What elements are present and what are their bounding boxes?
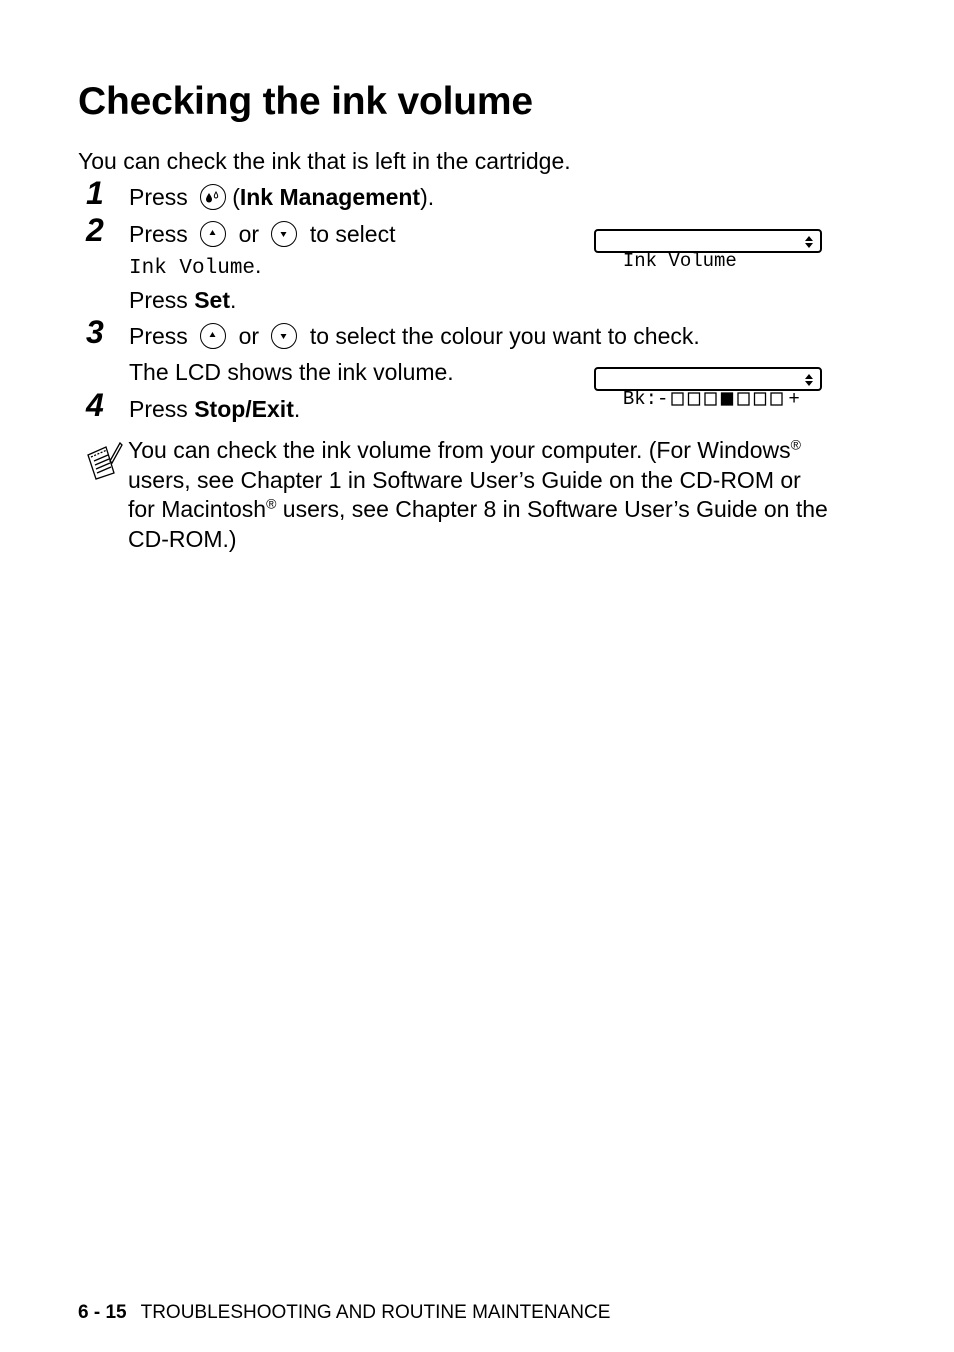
step-1-press: Press xyxy=(129,184,188,210)
ink-management-key-icon xyxy=(200,184,226,210)
footer-section-title: TROUBLESHOOTING AND ROUTINE MAINTENANCE xyxy=(140,1302,611,1323)
step-1-text xyxy=(129,183,434,212)
lcd-bk-prefix: Bk:- xyxy=(622,388,669,410)
step-1-close: ). xyxy=(420,184,435,210)
down-arrow-key-icon xyxy=(271,221,297,247)
note-pad-icon xyxy=(84,441,124,481)
registered-mark-macintosh: ® xyxy=(266,495,277,512)
up-arrow-key-icon xyxy=(200,323,226,349)
stop-exit-key-label: Stop/Exit xyxy=(194,396,294,422)
ink-level-gauge xyxy=(670,391,788,407)
set-key-label: Set xyxy=(194,287,230,313)
ink-level-cell xyxy=(705,393,716,405)
updown-arrows-icon xyxy=(804,235,814,249)
page-number: 6 - 15 xyxy=(78,1302,127,1323)
note-part-2: users, see Chapter 1 in Software User’s Guide on the CD-ROM or for Macintosh xyxy=(128,466,801,522)
step-4-press: Press xyxy=(129,396,188,422)
step-3-press: Press xyxy=(129,323,188,349)
lcd-bk-suffix: + xyxy=(788,388,800,410)
step-3-lcd-note: The LCD shows the ink volume. xyxy=(129,359,454,385)
lcd-screen-bk-level xyxy=(594,367,822,410)
step-3-text xyxy=(129,322,700,351)
page-title: Checking the ink volume xyxy=(78,80,533,123)
step-2-menu-line xyxy=(129,251,261,283)
ink-level-cell xyxy=(738,393,749,405)
ink-level-cell xyxy=(755,393,766,405)
step-3-instruction: to select the colour you want to check. xyxy=(309,323,700,349)
step-2-number: 2 xyxy=(86,212,104,248)
updown-arrows-icon xyxy=(804,373,814,387)
ink-volume-menu-name: Ink Volume xyxy=(129,257,256,280)
step-3-number: 3 xyxy=(86,314,104,350)
note-part-3: users, see Chapter 8 in Software User’s Guide on the CD-ROM.) xyxy=(128,496,828,552)
step-4-end: . xyxy=(293,396,301,422)
ink-level-marker xyxy=(722,393,733,405)
step-1-number: 1 xyxy=(86,175,104,211)
step-3-or: or xyxy=(238,323,260,349)
step-2-text xyxy=(129,220,395,249)
step-2-menu-end: . xyxy=(255,252,262,278)
up-arrow-key-icon xyxy=(200,221,226,247)
ink-level-cell xyxy=(689,393,700,405)
intro-text: You can check the ink that is left in the cartridge. xyxy=(78,148,571,174)
lcd-screen-1-text: Ink Volume xyxy=(622,250,737,272)
step-2-to-select: to select xyxy=(309,221,396,247)
page-footer xyxy=(78,1301,610,1325)
step-2-press: Press xyxy=(129,221,188,247)
ink-management-label: Ink Management xyxy=(239,184,421,210)
registered-mark-windows: ® xyxy=(790,436,801,453)
note-text xyxy=(128,436,828,554)
step-2-press-set-label: Press xyxy=(129,287,188,313)
ink-level-cell xyxy=(672,393,683,405)
lcd-screen-ink-volume xyxy=(594,229,822,272)
step-4-text xyxy=(129,395,300,423)
step-2-or: or xyxy=(238,221,260,247)
ink-level-cell xyxy=(771,393,782,405)
step-4-number: 4 xyxy=(86,387,104,423)
note-part-1: You can check the ink volume from your computer. (For Windows xyxy=(128,437,791,463)
down-arrow-key-icon xyxy=(271,323,297,349)
step-2-press-set xyxy=(129,286,236,314)
step-2-set-end: . xyxy=(229,287,237,313)
step-1-open-paren: ( xyxy=(232,184,240,210)
